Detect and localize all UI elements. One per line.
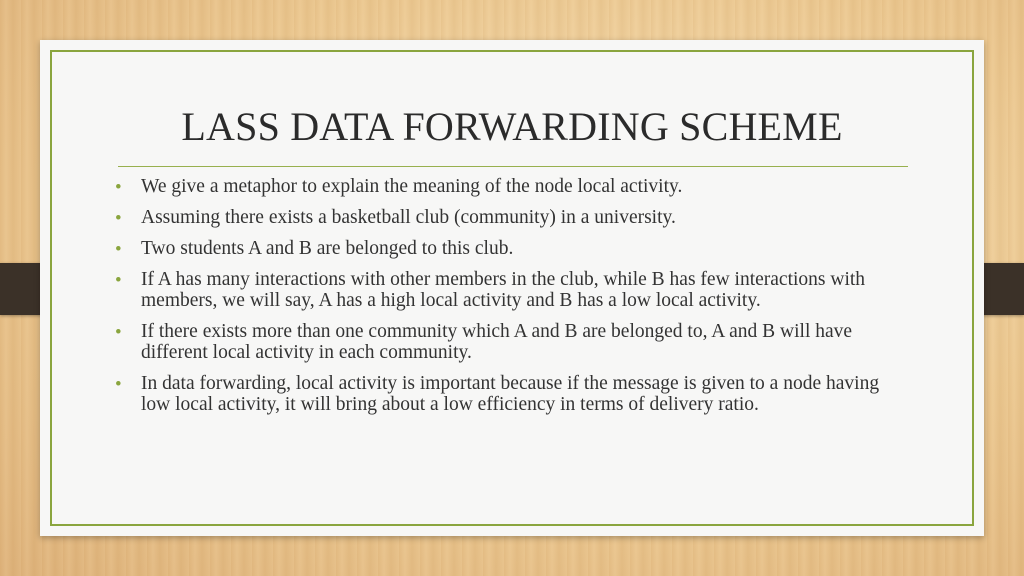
bullet-item bbox=[112, 176, 902, 197]
bullet-dot-icon: • bbox=[115, 270, 122, 291]
bullet-list bbox=[112, 176, 902, 425]
bullet-item bbox=[112, 207, 902, 228]
bullet-item bbox=[112, 321, 902, 363]
bullet-dot-icon: • bbox=[115, 374, 122, 395]
bullet-item bbox=[112, 238, 902, 259]
bullet-text: If A has many interactions with other members in the club, while B has few interactions with members, we will say, A has a high local activity and B has a low local activity. bbox=[141, 269, 866, 311]
bullet-text: In data forwarding, local activity is important because if the message is given to a node having low local activity, it will bring about a low efficiency in terms of delivery ratio. bbox=[141, 373, 880, 415]
slide-title: LASS DATA FORWARDING SCHEME bbox=[181, 104, 843, 149]
bullet-dot-icon: • bbox=[115, 208, 122, 229]
title-divider bbox=[118, 166, 908, 167]
bullet-dot-icon: • bbox=[115, 177, 122, 198]
bullet-dot-icon: • bbox=[115, 322, 122, 343]
bullet-text: Two students A and B are belonged to this club. bbox=[141, 238, 514, 259]
slide-card bbox=[40, 40, 984, 536]
bullet-text: Assuming there exists a basketball club (community) in a university. bbox=[141, 207, 676, 228]
bullet-item bbox=[112, 373, 902, 415]
bullet-text: We give a metaphor to explain the meaning of the node local activity. bbox=[141, 176, 683, 197]
bullet-item bbox=[112, 269, 902, 311]
bullet-dot-icon: • bbox=[115, 239, 122, 260]
bullet-text: If there exists more than one community which A and B are belonged to, A and B will have different local activity in each community. bbox=[141, 321, 853, 363]
